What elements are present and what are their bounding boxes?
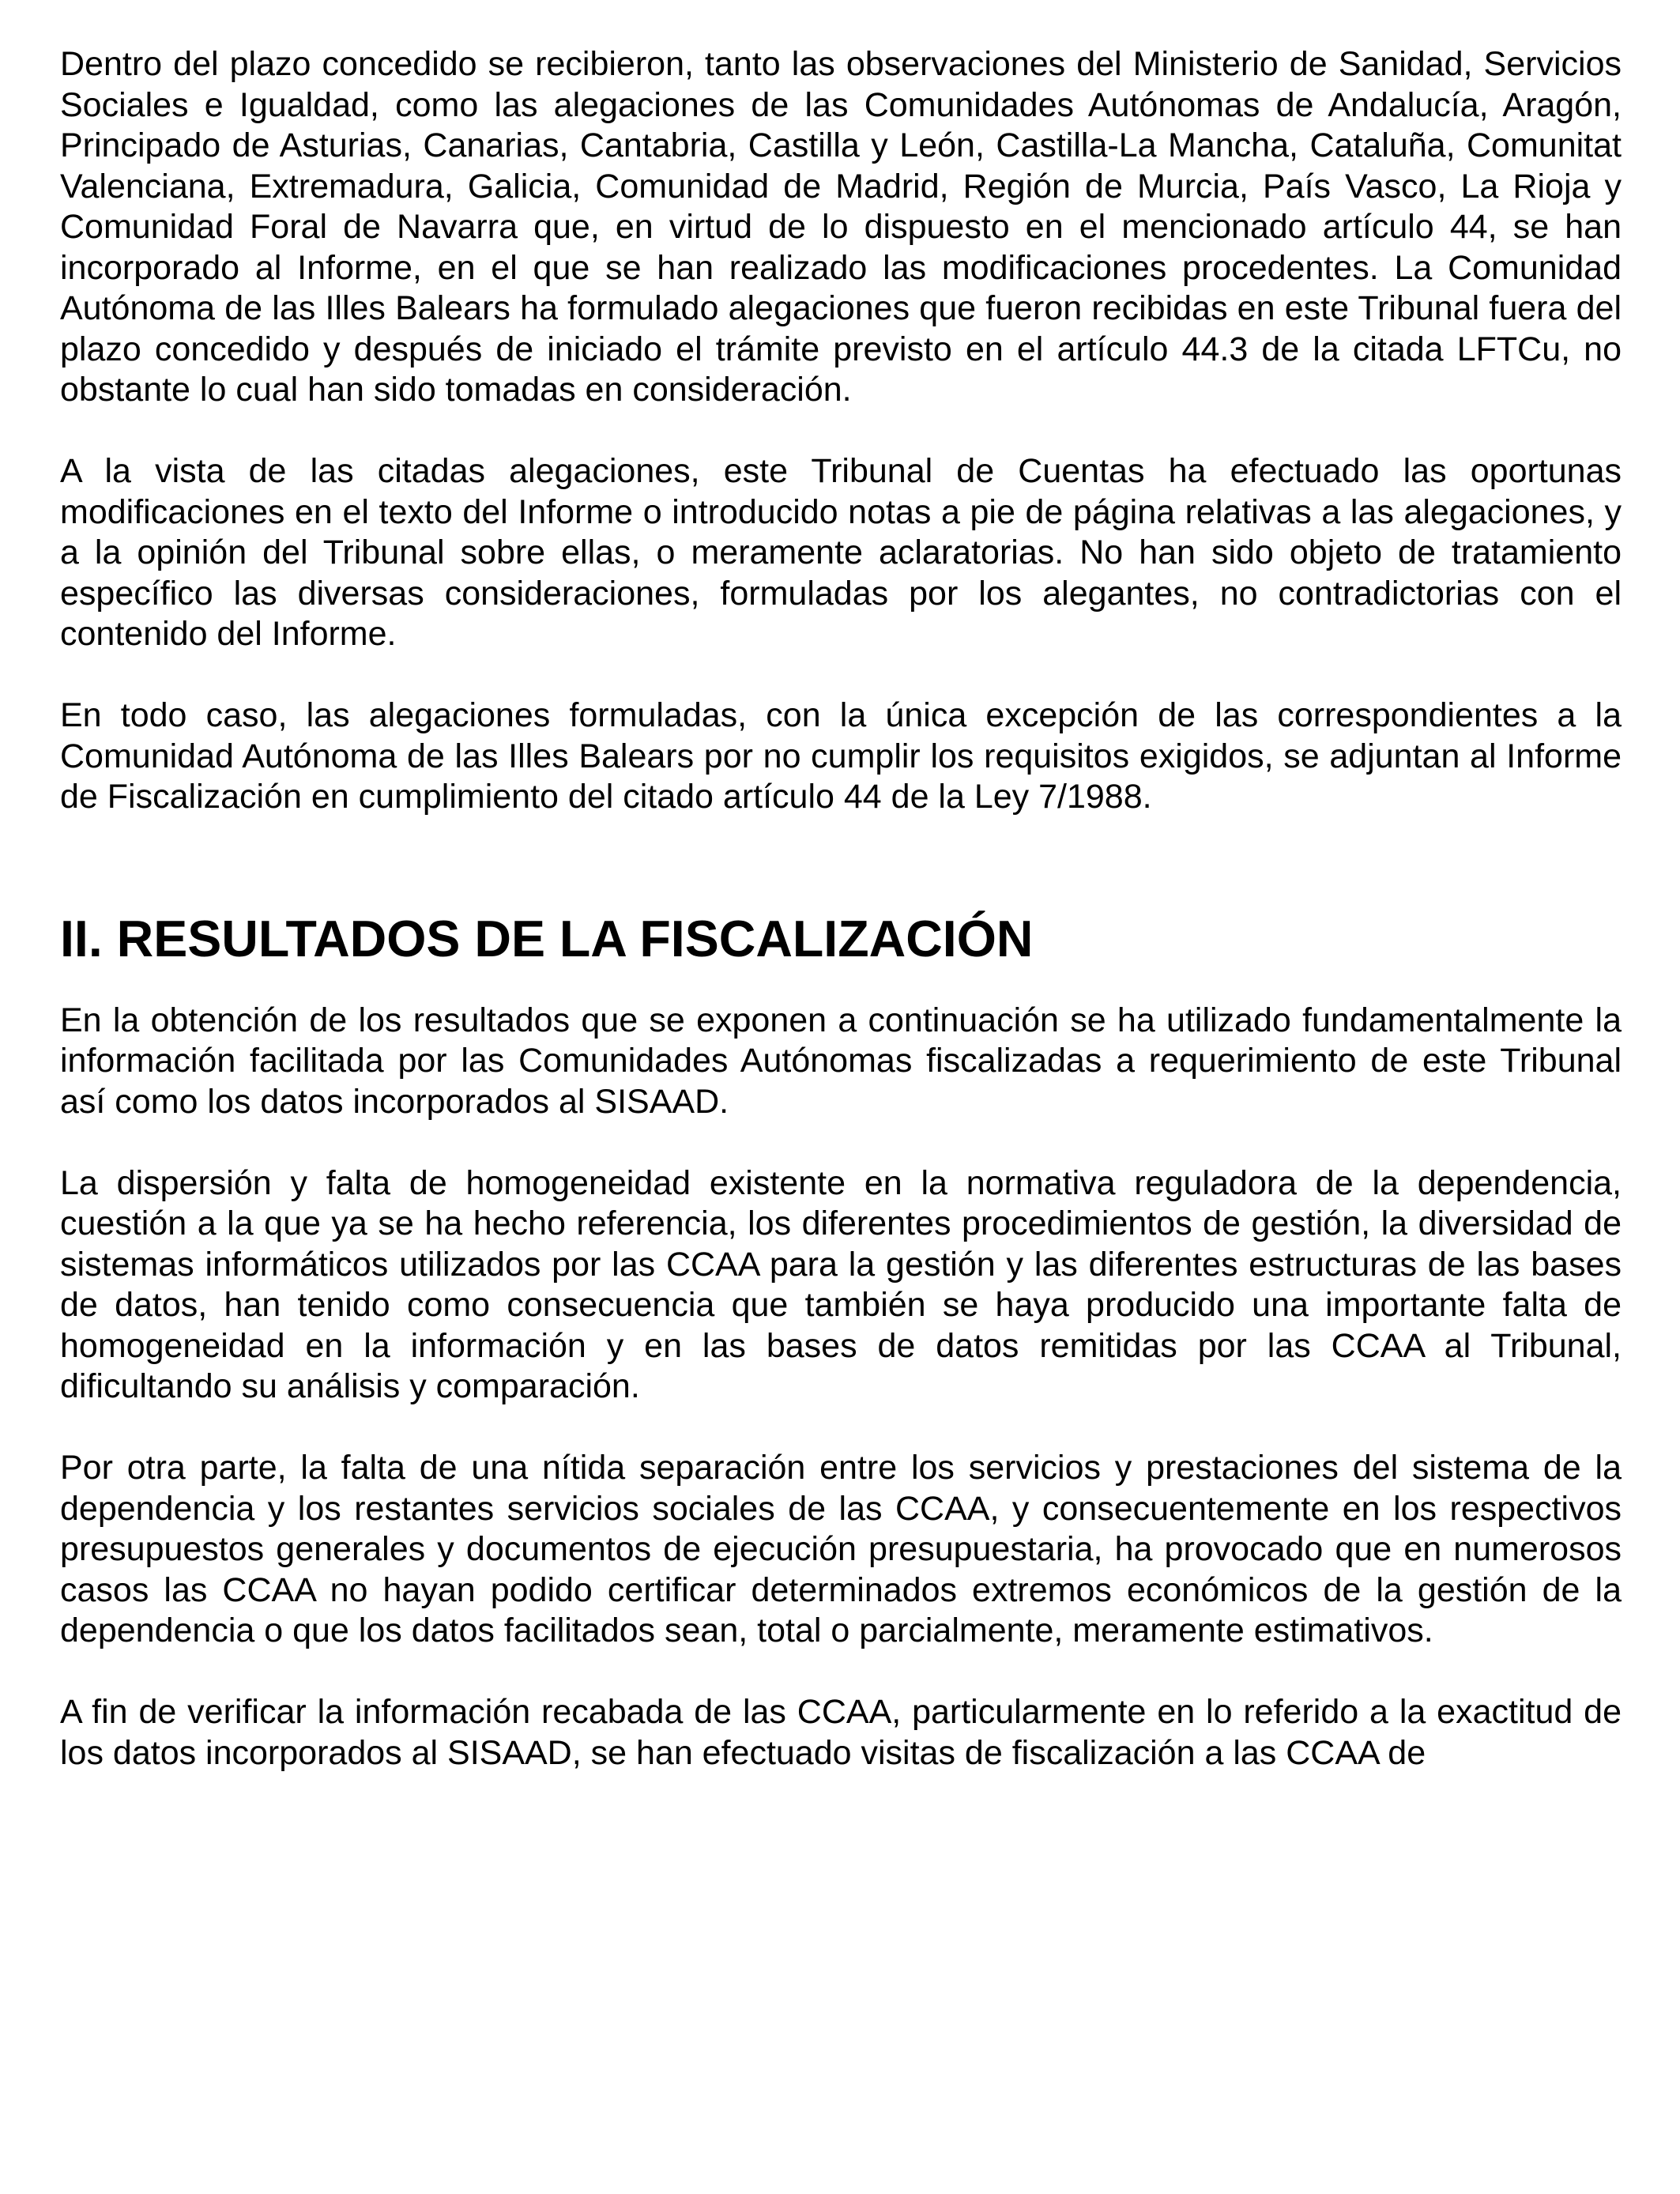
paragraph-modificaciones: A la vista de las citadas alegaciones, este Tribunal de Cuentas ha efectuado las oportunas modificaciones en el texto del Informe o introducido notas a pie de página relativas a las alegaciones, y a la opinión del Tribunal sobre ellas, o meramente aclaratorias. No han sido objeto de tratamiento específico las diversas consideraciones, formuladas por los alegantes, no contradictorias con el contenido del Informe.: [60, 452, 1622, 653]
paragraph-excepcion-illes-balears: En todo caso, las alegaciones formuladas, con la única excepción de las correspondientes a la Comunidad Autónoma de las Illes Balears por no cumplir los requisitos exigidos, se adjuntan al Informe de Fiscalización en cumplimiento del citado artículo 44 de la Ley 7/1988.: [60, 696, 1622, 816]
paragraph-verificacion: A fin de verificar la información recabada de las CCAA, particularmente en lo referido a la exactitud de los datos incorporados al SISAAD, se han efectuado visitas de fiscalización a las CCAA de: [60, 1693, 1622, 1772]
paragraph-dispersion: La dispersión y falta de homogeneidad existente en la normativa reguladora de la dependencia, cuestión a la que ya se ha hecho referencia, los diferentes procedimientos de gestión, la diversidad de sistemas informáticos utilizados por las CCAA para la gestión y las diferentes estructuras de las bases de datos, han tenido como consecuencia que también se haya producido una importante falta de homogeneidad en la información y en las bases de datos remitidas por las CCAA al Tribunal, dificultando su análisis y comparación.: [60, 1163, 1622, 1405]
paragraph-alegaciones-plazo: Dentro del plazo concedido se recibieron, tanto las observaciones del Ministerio de Sanidad, Servicios Sociales e Igualdad, como las alegaciones de las Comunidades Autónomas de Andalucía, Aragón, Principado de Asturias, Canarias, Cantabria, Castilla y León, Castilla-La Mancha, Cataluña, Comunitat Valenciana, Extremadura, Galicia, Comunidad de Madrid, Región de Murcia, País Vasco, La Rioja y Comunidad Foral de Navarra que, en virtud de lo dispuesto en el mencionado artículo 44, se han incorporado al Informe, en el que se han realizado las modificaciones procedentes. La Comunidad Autónoma de las Illes Balears ha formulado alegaciones que fueron recibidas en este Tribunal fuera del plazo concedido y después de iniciado el trámite previsto en el artículo 44.3 de la citada LFTCu, no obstante lo cual han sido tomadas en consideración.: [60, 45, 1622, 409]
paragraph-obtencion-resultados: En la obtención de los resultados que se exponen a continuación se ha utilizado fundamentalmente la información facilitada por las Comunidades Autónomas fiscalizadas a requerimiento de este Tribunal así como los datos incorporados al SISAAD.: [60, 1001, 1622, 1121]
section-heading: II. RESULTADOS DE LA FISCALIZACIÓN: [60, 910, 1034, 967]
paragraph-separacion-servicios: Por otra parte, la falta de una nítida separación entre los servicios y prestaciones del sistema de la dependencia y los restantes servicios sociales de las CCAA, y consecuentemente en los respectivos presupuestos generales y documentos de ejecución presupuestaria, ha provocado que en numerosos casos las CCAA no hayan podido certificar determinados extremos económicos de la gestión de la dependencia o que los datos facilitados sean, total o parcialmente, meramente estimativos.: [60, 1449, 1622, 1649]
document-page: [60, 44, 1622, 1815]
